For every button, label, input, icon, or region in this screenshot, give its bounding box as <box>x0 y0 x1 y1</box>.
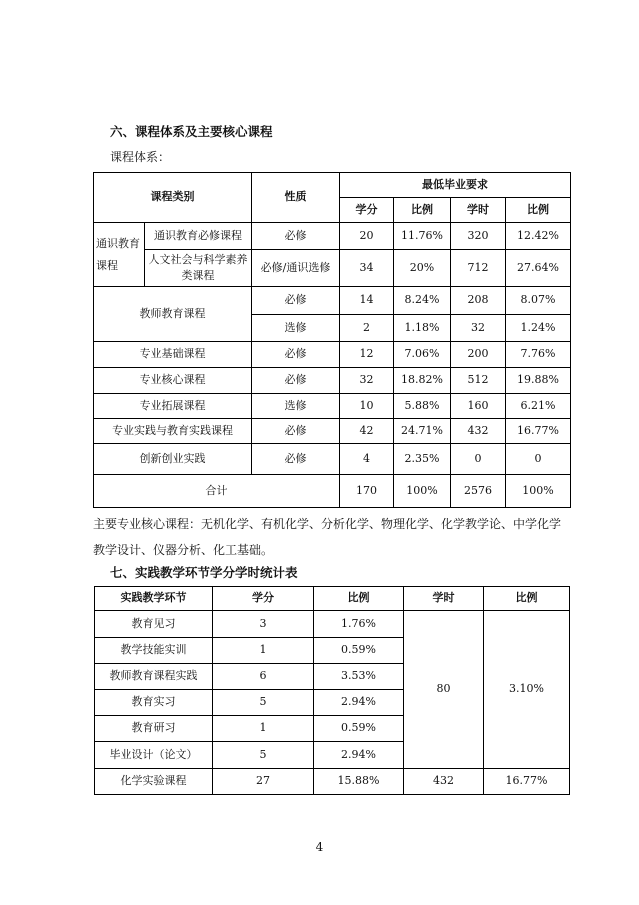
course-category: 专业基础课程 <box>94 342 252 368</box>
practice-name: 教育研习 <box>95 716 213 742</box>
course-category: 专业核心课程 <box>94 368 252 394</box>
course-hours: 0 <box>451 444 506 475</box>
practice-ratio: 2.94% <box>314 690 404 716</box>
practice-credits: 5 <box>213 742 314 769</box>
header-ratio: 比例 <box>484 587 570 611</box>
course-ratio: 0 <box>506 444 571 475</box>
table-row <box>94 342 571 368</box>
practice-ratio: 16.77% <box>484 769 570 795</box>
course-nature: 必修 <box>252 223 340 250</box>
course-nature: 必修 <box>252 419 340 444</box>
course-hours: 512 <box>451 368 506 394</box>
table-row <box>94 394 571 419</box>
course-ratio: 20% <box>394 250 451 287</box>
course-nature: 必修/通识选修 <box>252 250 340 287</box>
course-category: 创新创业实践 <box>94 444 252 475</box>
course-hours: 32 <box>451 315 506 342</box>
practice-credits: 6 <box>213 664 314 690</box>
total-ratio: 100% <box>506 475 571 508</box>
course-hours: 160 <box>451 394 506 419</box>
practice-ratio: 0.59% <box>314 716 404 742</box>
practice-ratio: 2.94% <box>314 742 404 769</box>
header-practice-item: 实践教学环节 <box>95 587 213 611</box>
table-row <box>95 769 570 795</box>
course-category: 人文社会与科学素养类课程 <box>145 250 252 287</box>
practice-name: 教育实习 <box>95 690 213 716</box>
course-ratio: 19.88% <box>506 368 571 394</box>
practice-ratio: 1.76% <box>314 611 404 638</box>
course-nature: 必修 <box>252 287 340 315</box>
course-category: 教师教育课程 <box>94 287 252 342</box>
course-hours: 320 <box>451 223 506 250</box>
table-row <box>94 368 571 394</box>
course-hours: 712 <box>451 250 506 287</box>
total-credits: 170 <box>340 475 394 508</box>
course-nature: 选修 <box>252 315 340 342</box>
course-nature: 选修 <box>252 394 340 419</box>
course-category: 专业实践与教育实践课程 <box>94 419 252 444</box>
practice-credits: 5 <box>213 690 314 716</box>
page-number: 4 <box>315 840 324 854</box>
course-ratio: 5.88% <box>394 394 451 419</box>
course-hours: 432 <box>451 419 506 444</box>
table-row <box>94 250 571 287</box>
practice-ratio: 0.59% <box>314 638 404 664</box>
table-row <box>95 611 570 638</box>
total-label: 合计 <box>94 475 340 508</box>
practice-name: 教学技能实训 <box>95 638 213 664</box>
course-ratio: 1.18% <box>394 315 451 342</box>
section6-title: 六、课程体系及主要核心课程 <box>110 124 273 139</box>
general-education-group: 通识教育课程 <box>94 223 145 287</box>
course-ratio: 6.21% <box>506 394 571 419</box>
course-hours: 208 <box>451 287 506 315</box>
course-ratio: 16.77% <box>506 419 571 444</box>
total-ratio: 100% <box>394 475 451 508</box>
course-credits: 32 <box>340 368 394 394</box>
section6-subtitle: 课程体系： <box>110 150 171 164</box>
course-ratio: 8.07% <box>506 287 571 315</box>
practice-name: 教师教育课程实践 <box>95 664 213 690</box>
header-ratio: 比例 <box>506 198 571 223</box>
course-ratio: 1.24% <box>506 315 571 342</box>
practice-credits: 27 <box>213 769 314 795</box>
table-row <box>94 287 571 315</box>
course-category: 专业拓展课程 <box>94 394 252 419</box>
table-row <box>94 444 571 475</box>
practice-credits: 1 <box>213 638 314 664</box>
course-credits: 12 <box>340 342 394 368</box>
practice-name: 化学实验课程 <box>95 769 213 795</box>
header-hours: 学时 <box>404 587 484 611</box>
header-ratio: 比例 <box>314 587 404 611</box>
course-ratio: 8.24% <box>394 287 451 315</box>
course-credits: 20 <box>340 223 394 250</box>
header-credits: 学分 <box>213 587 314 611</box>
core-courses-paragraph: 主要专业核心课程：无机化学、有机化学、分析化学、物理化学、化学教学论、中学化学教学设计、仪器分析、化工基础。 <box>93 517 562 557</box>
curriculum-table <box>93 172 571 508</box>
table-row <box>94 419 571 444</box>
course-credits: 10 <box>340 394 394 419</box>
header-nature: 性质 <box>252 173 340 223</box>
header-category: 课程类别 <box>94 173 252 223</box>
practice-name: 毕业设计（论文） <box>95 742 213 769</box>
practice-credits: 1 <box>213 716 314 742</box>
total-hours: 2576 <box>451 475 506 508</box>
course-credits: 34 <box>340 250 394 287</box>
course-nature: 必修 <box>252 444 340 475</box>
course-ratio: 27.64% <box>506 250 571 287</box>
course-ratio: 7.06% <box>394 342 451 368</box>
course-nature: 必修 <box>252 368 340 394</box>
header-hours: 学时 <box>451 198 506 223</box>
practice-table <box>94 586 570 795</box>
table-row <box>94 223 571 250</box>
course-ratio: 7.76% <box>506 342 571 368</box>
practice-name: 教育见习 <box>95 611 213 638</box>
course-credits: 4 <box>340 444 394 475</box>
practice-ratio: 3.53% <box>314 664 404 690</box>
total-row <box>94 475 571 508</box>
course-credits: 14 <box>340 287 394 315</box>
header-min-requirement: 最低毕业要求 <box>340 173 571 198</box>
course-category: 通识教育必修课程 <box>145 223 252 250</box>
course-credits: 42 <box>340 419 394 444</box>
course-hours: 200 <box>451 342 506 368</box>
course-ratio: 11.76% <box>394 223 451 250</box>
practice-ratio: 15.88% <box>314 769 404 795</box>
course-ratio: 12.42% <box>506 223 571 250</box>
course-ratio: 24.71% <box>394 419 451 444</box>
course-credits: 2 <box>340 315 394 342</box>
merged-ratio: 3.10% <box>484 611 570 769</box>
merged-hours: 80 <box>404 611 484 769</box>
header-credits: 学分 <box>340 198 394 223</box>
practice-credits: 3 <box>213 611 314 638</box>
header-ratio: 比例 <box>394 198 451 223</box>
course-nature: 必修 <box>252 342 340 368</box>
practice-hours: 432 <box>404 769 484 795</box>
section7-title: 七、实践教学环节学分学时统计表 <box>110 565 298 580</box>
course-ratio: 2.35% <box>394 444 451 475</box>
course-ratio: 18.82% <box>394 368 451 394</box>
